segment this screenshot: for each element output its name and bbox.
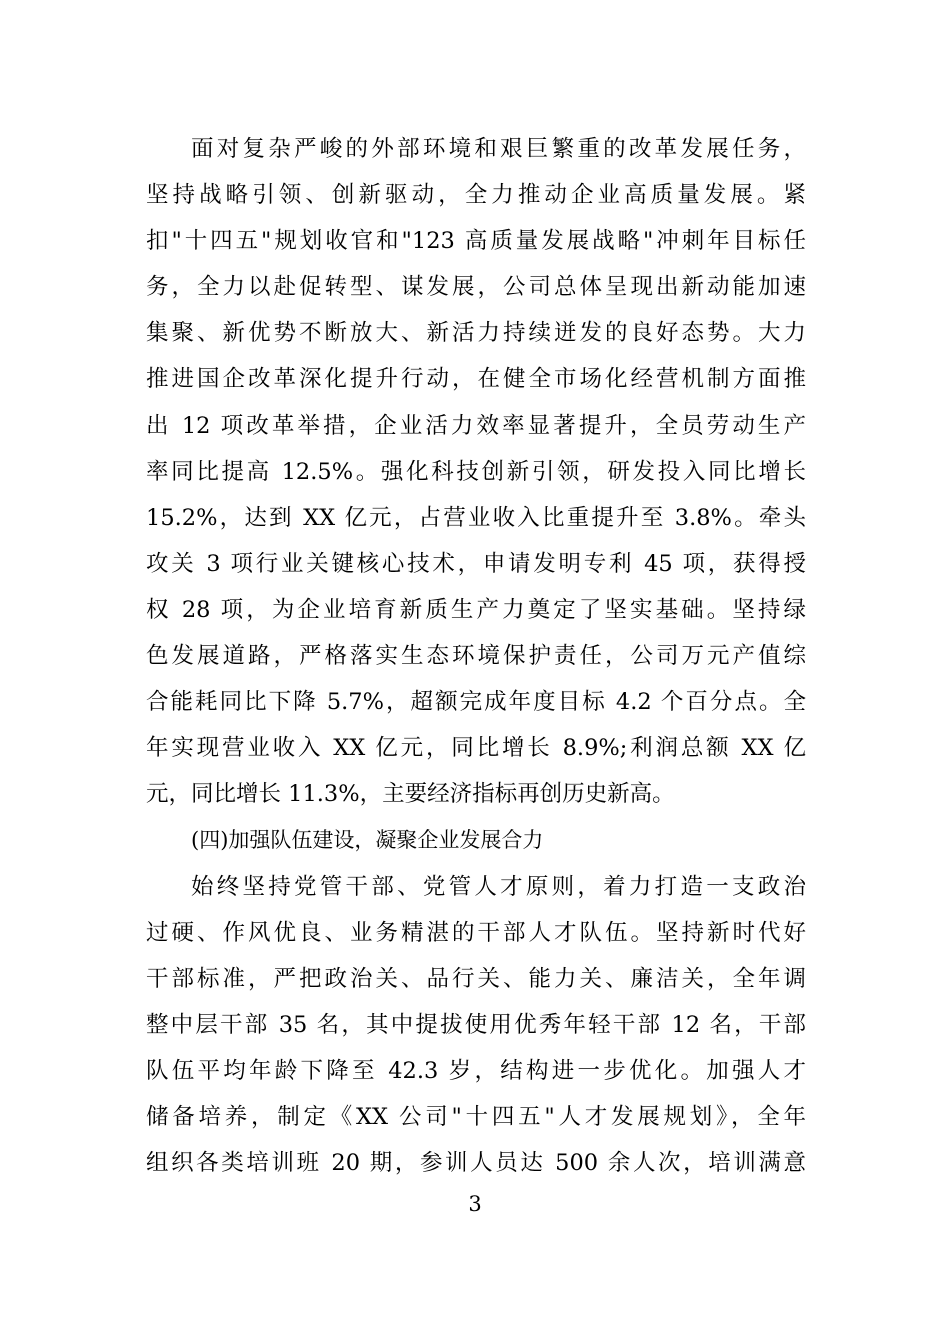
text-line: 坚持战略引领、创新驱动，全力推动企业高质量发展。紧: [146, 182, 806, 209]
text-line: 始终坚持党管干部、党管人才原则，着力打造一支政治: [191, 873, 806, 900]
text-line: 攻关 3 项行业关键核心技术，申请发明专利 45 项，获得授: [146, 550, 806, 577]
text-line: 色发展道路，严格落实生态环境保护责任，公司万元产值综: [146, 643, 806, 670]
section-heading: (四)加强队伍建设，凝聚企业发展合力: [191, 828, 544, 853]
text-line: 率同比提高 12.5%。强化科技创新引领，研发投入同比增长: [146, 458, 806, 485]
text-line: 年实现营业收入 XX 亿元，同比增长 8.9%;利润总额 XX 亿: [146, 735, 806, 762]
text-line: 储备培养，制定《XX 公司"十四五"人才发展规划》，全年: [146, 1103, 806, 1130]
page-number: 3: [468, 1192, 482, 1216]
text-line: 整中层干部 35 名，其中提拔使用优秀年轻干部 12 名，干部: [146, 1011, 806, 1038]
text-line: 过硬、作风优良、业务精湛的干部人才队伍。坚持新时代好: [146, 919, 806, 946]
text-line: 元，同比增长 11.3%，主要经济指标再创历史新高。: [146, 781, 675, 808]
text-line: 队伍平均年龄下降至 42.3 岁，结构进一步优化。加强人才: [146, 1057, 806, 1084]
text-line: 15.2%，达到 XX 亿元，占营业收入比重提升至 3.8%。牵头: [146, 504, 806, 531]
text-line: 合能耗同比下降 5.7%，超额完成年度目标 4.2 个百分点。全: [146, 689, 806, 716]
text-line: 组织各类培训班 20 期，参训人员达 500 余人次，培训满意: [146, 1150, 806, 1177]
text-line: 干部标准，严把政治关、品行关、能力关、廉洁关，全年调: [146, 965, 806, 992]
text-line: 权 28 项，为企业培育新质生产力奠定了坚实基础。坚持绿: [146, 596, 806, 623]
text-line: 扣"十四五"规划收官和"123 高质量发展战略"冲刺年目标任: [146, 228, 806, 255]
body-text: [146, 126, 806, 1186]
text-line: 务，全力以赴促转型、谋发展，公司总体呈现出新动能加速: [146, 274, 806, 301]
text-line: 集聚、新优势不断放大、新活力持续迸发的良好态势。大力: [146, 320, 806, 347]
text-line: 推进国企改革深化提升行动，在健全市场化经营机制方面推: [146, 366, 806, 393]
text-line: 出 12 项改革举措，企业活力效率显著提升，全员劳动生产: [146, 412, 806, 439]
text-line: 面对复杂严峻的外部环境和艰巨繁重的改革发展任务，: [191, 136, 806, 162]
